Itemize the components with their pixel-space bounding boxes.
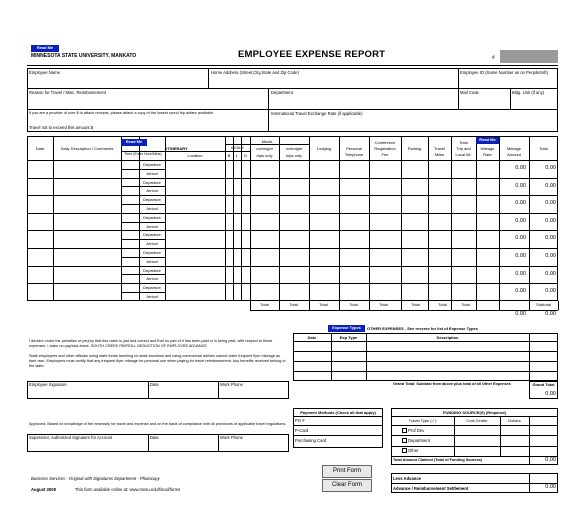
advance-settlement-label: Advance / Reimbursement Settlement: [393, 486, 469, 491]
col-total-trip: Total: [459, 140, 468, 145]
row-total: 0.00: [545, 182, 556, 189]
col-itinerary: ITINERARY: [166, 146, 188, 151]
po-field[interactable]: PO #: [295, 418, 305, 423]
col-meal-d: D: [244, 153, 247, 158]
col-personal: Personal: [346, 146, 362, 151]
total-lodging: Total: [319, 301, 328, 307]
other-col-description: Description: [436, 335, 459, 340]
header-rule: [27, 65, 558, 66]
col-conference: Conference: [374, 140, 396, 145]
total-overnight-1: Total: [260, 301, 269, 307]
row-total: 0.00: [545, 217, 556, 224]
total-conference: Total: [379, 301, 388, 307]
grand-total-amount: 0.00: [545, 391, 556, 397]
arrival-label: Arrival: [146, 276, 158, 282]
payment-methods-heading: Payment Methods (Check all that apply): [300, 410, 376, 415]
col-mileage-amt: Mileage: [506, 146, 521, 151]
approval-text: Approved: Based on knowledge of the necessity for travel and expense and on the basis of compliance with all provisions of applicable travel regulations.: [29, 422, 287, 426]
total-telephone: Total: [349, 301, 358, 307]
col-meals: Meals: [261, 139, 273, 144]
departure-label: Departure: [143, 250, 161, 255]
row-total: 0.00: [545, 270, 556, 277]
supervisor-date-field[interactable]: Date: [150, 435, 159, 440]
arrival-label: Arrival: [146, 206, 158, 211]
report-number-symbol: #: [492, 55, 495, 61]
col-overnight-4: trips only: [285, 153, 302, 158]
print-form-button[interactable]: Print Form: [322, 465, 372, 478]
department-field[interactable]: Department: [271, 90, 293, 95]
cost-center-header: Cost Center: [466, 418, 488, 423]
mileage-readme-badge[interactable]: Read Me: [476, 137, 499, 144]
employee-name-field[interactable]: Employee Name: [29, 70, 60, 75]
checkbox-icon[interactable]: [402, 448, 407, 453]
col-date: Date: [35, 146, 45, 151]
mileage-amount: 0.00: [515, 217, 526, 224]
arrival-label: Arrival: [146, 188, 158, 194]
col-miles: Miles: [434, 152, 445, 157]
itinerary-readme-badge[interactable]: Read Me: [121, 139, 147, 146]
footer-date: August 2009: [31, 487, 56, 492]
arrival-label: Arrival: [146, 258, 158, 264]
col-meal-b: B: [227, 153, 231, 158]
funding-option-label: Department: [408, 438, 430, 443]
row-total: 0.00: [545, 253, 556, 259]
travel-limit-field[interactable]: Travel not to exceed this amount $: [29, 125, 94, 130]
distribution-note: Business Services - Original with Signatures Department - Photocopy: [31, 476, 160, 481]
funding-option-label: Prof Dev: [408, 428, 425, 433]
other-expenses-heading: OTHER EXPENSES - See reverse for list of Expense Types: [367, 326, 478, 331]
col-telephone: Telephone: [344, 152, 364, 157]
funding-option-department[interactable]: [402, 438, 430, 443]
funding-heading: FUNDING SOURCE(S) (Required): [443, 410, 506, 415]
certify-text-1: I declare under the penalties of perjury that this claim is just and correct and that no part of it has been paid or is being paid, with respect to these expenses. I claim no pay/sick-leave. SOUTH CREEK PAYROLL DEDUCTION OF EMPLOYEE ADVANCE: [29, 339, 273, 348]
col-lodging: Lodging: [316, 146, 332, 151]
total-claimed-label: Total Amount Claimed (Total of Funding Sources): [393, 458, 482, 462]
arrival-label: Arrival: [146, 294, 158, 299]
col-parking: Parking: [407, 146, 422, 151]
departure-label: Departure: [143, 162, 161, 167]
total-claimed-amount: 0.00: [545, 457, 556, 463]
departure-label: Departure: [143, 179, 161, 185]
mileage-total-amount: 0.00: [515, 310, 526, 317]
col-meal-l: L: [235, 153, 239, 158]
clear-form-button[interactable]: Clear Form: [322, 479, 372, 492]
funding-option-label: Other: [408, 448, 419, 453]
grand-total-note: Grand Total: Subtotal from above plus total of all Other Expenses: [393, 382, 511, 386]
reason-field[interactable]: Reason for Travel / Misc. Reimbursement: [29, 90, 107, 95]
employee-signature-field[interactable]: Employee Signature: [29, 382, 67, 387]
mileage-amount: 0.00: [515, 253, 526, 259]
advance-settlement-amount: 0.00: [545, 484, 556, 490]
provider-note: If you are a provider of over $ to attach receipts, please attach a copy of the lowest round trip airfare available.: [29, 111, 214, 115]
col-trip-and: Trip and: [456, 146, 471, 151]
col-meals-label: MEALS: [231, 146, 244, 150]
dollars-header: Dollars: [508, 418, 521, 423]
total-miles: Total: [438, 301, 447, 307]
travel-type-header: Travel Type (✓): [408, 418, 437, 423]
info-block: [27, 68, 558, 132]
other-col-type: Exp Type: [339, 335, 358, 340]
other-col-date: Date: [307, 335, 317, 340]
employee-id-field[interactable]: Employee ID (Same Number as on PeopleSoft): [460, 70, 548, 75]
row-total: 0.00: [545, 165, 556, 171]
col-overnight-1: overnight: [256, 146, 273, 151]
arrival-label: Arrival: [146, 170, 158, 176]
col-overnight-3: overnight: [285, 146, 303, 151]
supervisor-signature-field[interactable]: Supervisor, Authorized Signature for Account: [29, 435, 113, 440]
departure-label: Departure: [143, 285, 161, 291]
mileage-amount: 0.00: [515, 288, 526, 295]
home-address-field[interactable]: Home Address (Street,City,State and Zip Code): [211, 70, 299, 75]
col-rate: Rate: [483, 152, 492, 157]
subtotal-amount: 0.00: [545, 310, 556, 317]
arrival-label: Arrival: [146, 223, 158, 229]
total-overnight-2: Total: [289, 301, 298, 307]
mileage-amount: 0.00: [515, 182, 526, 189]
supervisor-phone-field[interactable]: Work Phone: [220, 435, 243, 440]
footer-web: This form available online at: www.mnsu.edu/fiscal/forms: [75, 487, 181, 492]
certify-text-2: State employees and other officials using state funds traveling on state business and using commercial airlines cannot claim frequent flyer mileage as their own. Employees must certify that any frequent flyer mileage for personal use when paying for travel reimbursement. Any benefits received belong to the state.: [29, 354, 286, 368]
col-description: Daily Description / Comments: [60, 146, 114, 151]
expense-types-badge[interactable]: Expense Types: [328, 325, 365, 332]
employee-date-field[interactable]: Date: [150, 382, 159, 387]
mileage-amount: 0.00: [515, 235, 526, 242]
departure-label: Departure: [143, 267, 161, 273]
row-total: 0.00: [545, 288, 556, 295]
checkbox-icon[interactable]: [402, 438, 407, 443]
mileage-amount: 0.00: [515, 270, 526, 277]
arrival-label: Arrival: [146, 241, 158, 247]
pcard-field[interactable]: P-Card: [295, 428, 309, 433]
col-mileage: Mileage: [480, 146, 495, 151]
col-travel: Travel: [434, 146, 445, 151]
total-local-mi: Total: [461, 301, 470, 307]
departure-label: Departure: [143, 214, 161, 220]
purchasing-card-field[interactable]: Purchasing Card: [295, 438, 327, 443]
funding-option-other[interactable]: [402, 448, 418, 453]
col-total: Total: [539, 146, 548, 151]
unit-field[interactable]: Bldg. Unit (if any): [512, 90, 545, 95]
col-local-mi: Local Mi.: [455, 152, 472, 157]
checkbox-icon[interactable]: [402, 428, 407, 433]
report-number-field[interactable]: [500, 50, 558, 63]
total-parking: Total: [411, 301, 420, 307]
col-location: Location: [187, 153, 203, 158]
university-name: MINNESOTA STATE UNIVERSITY, MANKATO: [31, 53, 137, 59]
mail-code-field[interactable]: Mail Code: [460, 90, 479, 95]
col-fee: Fee: [381, 152, 389, 157]
col-time: Time (Enter Hour/Mins): [124, 152, 162, 156]
subtotal-label: Subtotal: [536, 301, 551, 307]
mileage-amount: 0.00: [515, 165, 526, 171]
row-total: 0.00: [545, 200, 556, 207]
employee-phone-field[interactable]: Work Phone: [220, 382, 243, 387]
funding-option-prof-dev[interactable]: [402, 428, 424, 433]
col-overnight-2: trips only: [256, 153, 273, 158]
row-total: 0.00: [545, 235, 556, 242]
departure-label: Departure: [143, 232, 161, 238]
col-amount: Amount: [507, 152, 521, 157]
mileage-amount: 0.00: [515, 200, 526, 207]
readme-badge[interactable]: Read Me: [31, 45, 59, 52]
grand-total-label: Grand Total: [532, 382, 555, 387]
departure-label: Departure: [143, 197, 161, 203]
col-registration: Registration: [374, 146, 396, 151]
page-title: EMPLOYEE EXPENSE REPORT: [238, 49, 386, 60]
exchange-rate-field[interactable]: International Travel Exchange Rate (if applicable): [271, 111, 363, 116]
less-advance-label: Less Advance: [393, 476, 422, 481]
